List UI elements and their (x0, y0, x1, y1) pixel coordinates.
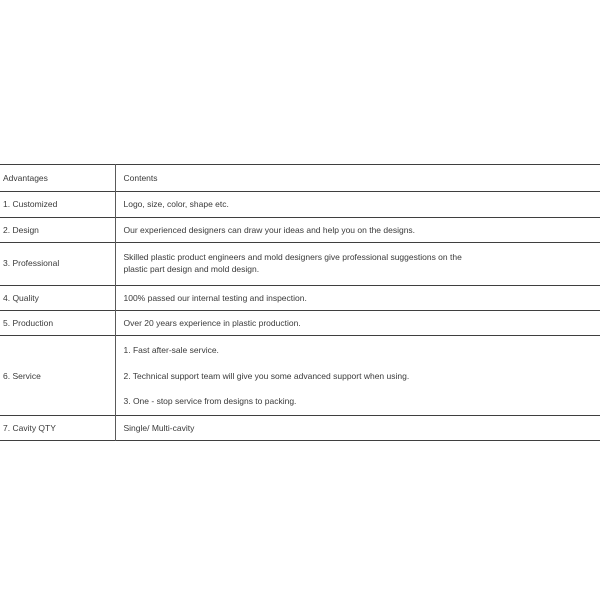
advantages-table (0, 164, 600, 441)
column-header-advantages: Advantages (0, 165, 115, 192)
row-label-production: 5. Production (0, 310, 115, 335)
table-row (0, 242, 600, 285)
row-content-professional (115, 242, 600, 285)
service-item: 2. Technical support team will give you some advanced support when using. (123, 370, 410, 381)
row-content-customized: Logo, size, color, shape etc. (123, 199, 229, 210)
row-label-professional: 3. Professional (0, 242, 115, 285)
row-content-service (115, 336, 600, 416)
row-label-design: 2. Design (0, 217, 115, 242)
table-row (0, 285, 600, 310)
row-label-quality: 4. Quality (0, 285, 115, 310)
row-content-quality: 100% passed our internal testing and inspection. (123, 292, 307, 303)
service-item: 1. Fast after-sale service. (123, 345, 219, 356)
row-label-customized: 1. Customized (0, 192, 115, 217)
row-content-design: Our experienced designers can draw your ideas and help you on the designs. (123, 224, 416, 235)
row-content-professional-line1: Skilled plastic product engineers and mold designers give professional suggestions on the (123, 251, 462, 262)
table-row (0, 336, 600, 416)
row-label-service: 6. Service (0, 336, 115, 416)
service-item: 3. One - stop service from designs to packing. (123, 395, 297, 406)
table-row (0, 416, 600, 441)
column-header-contents: Contents (123, 173, 158, 183)
row-content-production: Over 20 years experience in plastic production. (123, 317, 301, 328)
row-content-professional-line2: plastic part design and mold design. (123, 264, 260, 275)
table-row (0, 217, 600, 242)
table-row (0, 192, 600, 217)
advantages-table-wrapper (0, 164, 600, 441)
row-label-cavity-qty: 7. Cavity QTY (0, 416, 115, 441)
row-content-cavity-qty: Single/ Multi-cavity (123, 423, 195, 434)
table-header-row (0, 165, 600, 192)
table-row (0, 310, 600, 335)
